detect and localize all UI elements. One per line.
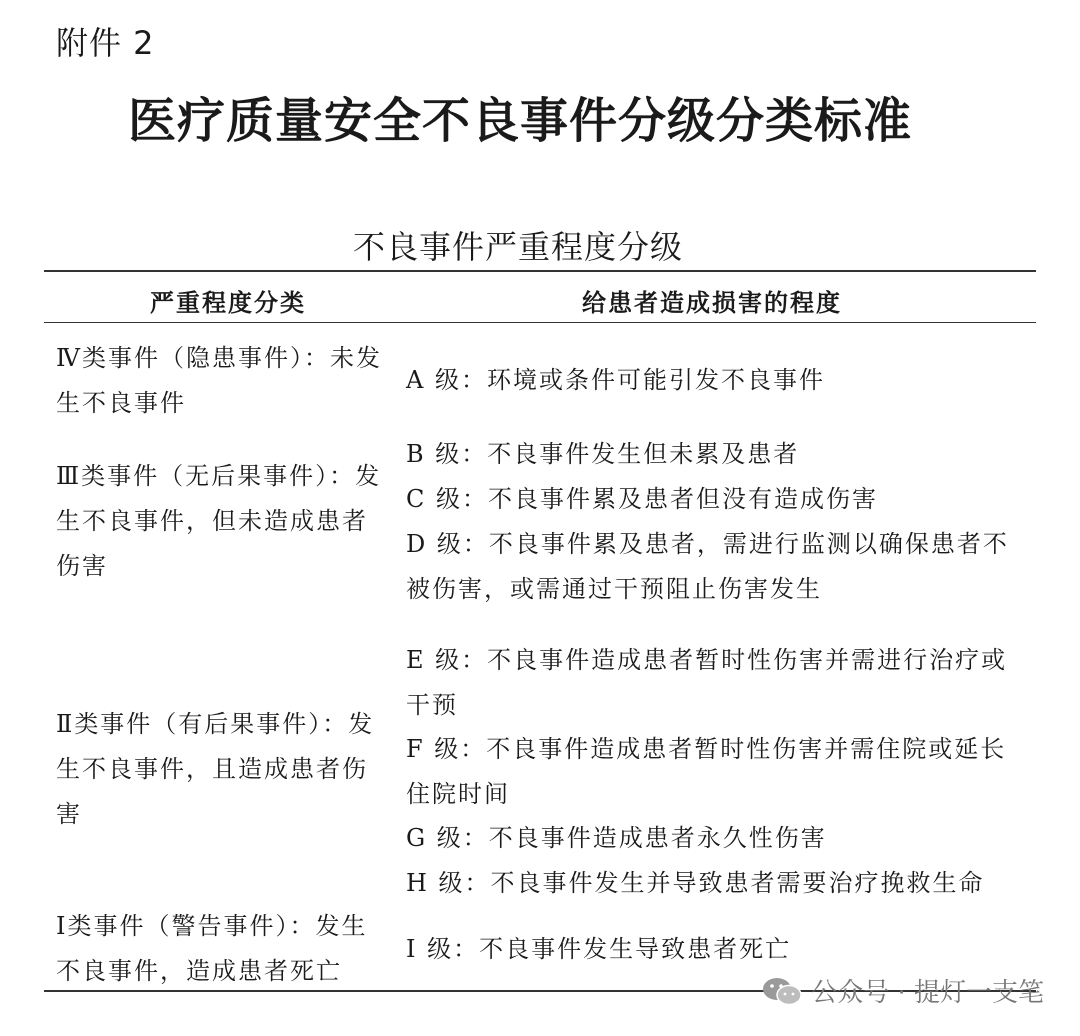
table-top-rule [44, 270, 1036, 272]
page-title: 医疗质量安全不良事件分级分类标准 [127, 93, 912, 149]
category-i: Ⅰ类事件（警告事件）：发生不良事件，造成患者死亡 [56, 912, 368, 985]
level-b: B 级：不良事件发生但未累及患者 [406, 440, 800, 468]
table-title: 不良事件严重程度分级 [352, 228, 683, 266]
level-i: I 级：不良事件发生导致患者死亡 [406, 935, 792, 963]
level-a: A 级：环境或条件可能引发不良事件 [406, 366, 825, 394]
header-harm: 给患者造成损害的程度 [582, 288, 842, 317]
level-c: C 级：不良事件累及患者但没有造成伤害 [406, 485, 878, 513]
level-e: E 级：不良事件造成患者暂时性伤害并需进行治疗或干预 [406, 646, 1008, 719]
watermark-text: 公众号 · 提灯一支笔 [811, 978, 1044, 1008]
level-d: D 级：不良事件累及患者，需进行监测以确保患者不被伤害，或需通过干预阻止伤害发生 [406, 530, 1009, 603]
table-header-rule [44, 322, 1036, 323]
category-iii: Ⅲ类事件（无后果事件）：发生不良事件，但未造成患者伤害 [56, 462, 382, 580]
category-ii: Ⅱ类事件（有后果事件）：发生不良事件，且造成患者伤害 [56, 710, 375, 828]
level-f: F 级：不良事件造成患者暂时性伤害并需住院或延长住院时间 [406, 735, 1007, 808]
watermark [761, 972, 1044, 1009]
category-iv: Ⅳ类事件（隐患事件）：未发生不良事件 [56, 344, 382, 417]
header-severity: 严重程度分类 [150, 288, 306, 317]
level-h: H 级：不良事件发生并导致患者需要治疗挽救生命 [406, 869, 985, 897]
wechat-icon [761, 976, 803, 1006]
annex-label: 附件 2 [56, 24, 155, 62]
level-g: G 级：不良事件造成患者永久性伤害 [406, 824, 827, 852]
